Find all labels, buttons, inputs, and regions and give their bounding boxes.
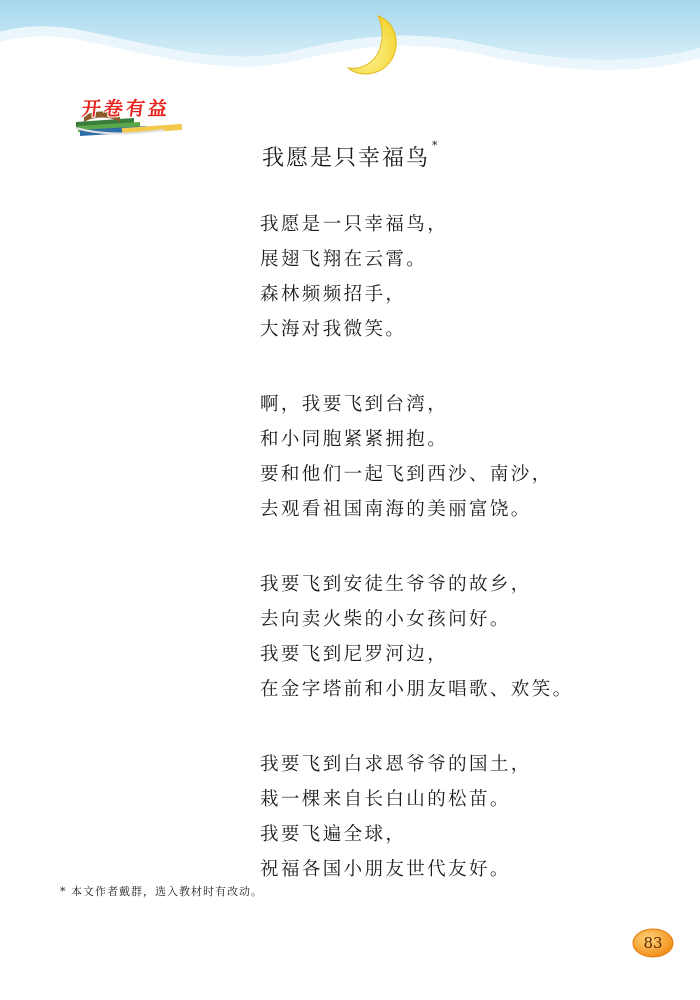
poem-line: 我要飞到安徒生爷爷的故乡，: [260, 574, 532, 595]
poem-line: 去观看祖国南海的美丽富饶。: [260, 499, 532, 520]
poem-line: 展翅飞翔在云霄。: [260, 249, 428, 270]
poem-title-text: 我愿是只幸福鸟: [262, 146, 431, 171]
poem-line: 栽一棵来自长白山的松苗。: [260, 789, 511, 810]
poem-line: 我要飞遍全球，: [260, 824, 407, 845]
poem-line: 我愿是一只幸福鸟，: [260, 214, 449, 235]
poem-line: 在金字塔前和小朋友唱歌、欢笑。: [260, 679, 574, 700]
footnote-marker: *: [432, 139, 440, 152]
moon-icon: [340, 12, 402, 78]
poem-line: 我要飞到白求恩爷爷的国土，: [260, 754, 532, 775]
poem-line: 啊，我要飞到台湾，: [260, 394, 449, 415]
poem-line: 祝福各国小朋友世代友好。: [260, 859, 511, 880]
stanza: [260, 567, 574, 707]
poem-line: 和小同胞紧紧拥抱。: [260, 429, 449, 450]
section-badge-label: 开卷有益: [80, 98, 172, 120]
poem-title: [262, 141, 440, 172]
poem-line: 森林频频招手，: [260, 284, 407, 305]
poem-line: 去向卖火柴的小女孩问好。: [260, 609, 511, 630]
footnote: * 本文作者戴群，选入教材时有改动。: [60, 885, 263, 898]
stanza: [260, 387, 574, 527]
poem-line: 要和他们一起飞到西沙、南沙，: [260, 464, 553, 485]
page-number: 83: [643, 934, 663, 952]
poem-line: 大海对我微笑。: [260, 319, 407, 340]
poem-body: [260, 207, 574, 927]
stanza: [260, 747, 574, 887]
poem-line: 我要飞到尼罗河边，: [260, 644, 449, 665]
stanza: [260, 207, 574, 347]
